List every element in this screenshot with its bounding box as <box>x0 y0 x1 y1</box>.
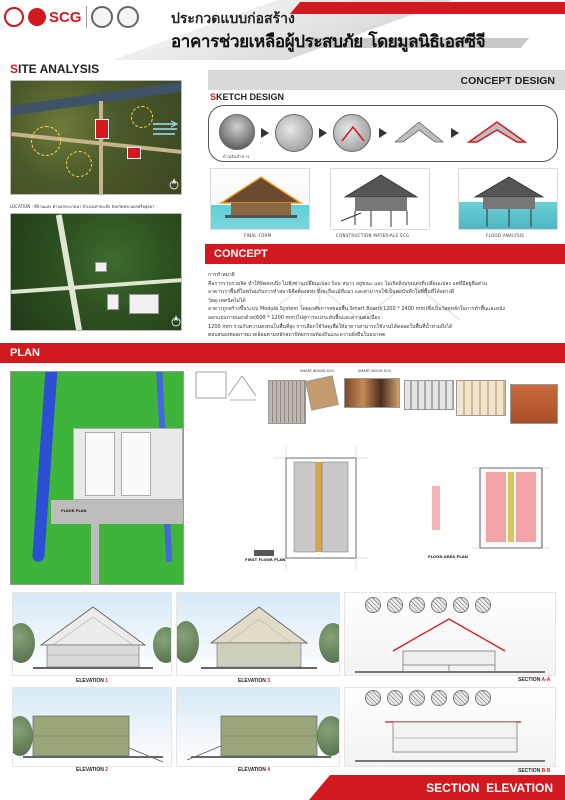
site-plan-label: FLOOR PLAN <box>61 509 87 513</box>
final-form-render <box>210 168 310 230</box>
layout-main-building <box>129 294 159 314</box>
roof-ridge-swatch <box>456 380 506 416</box>
location-caption: LOCATION : ที่บ้านแสง ตำบลสระบายนา อำเภอเท่าสะเทิง จังหวัดพระนครศรีอยุธยา <box>10 204 155 209</box>
concept-design-heading: CONCEPT DESIGN <box>460 75 555 87</box>
wood-plank-swatch <box>344 378 400 408</box>
first-floor-plan-label: FIRST FLOOR PLAN <box>245 557 286 562</box>
flood-area-plan-label: FLOOD AREA PLAN <box>428 554 468 559</box>
material-label-2: SMART WOOD SCG <box>358 369 392 373</box>
faculty-seal-icon <box>117 6 139 28</box>
elevation-3-render <box>176 592 340 676</box>
concept-line-4: วัสดุ-เทคนิคไม่ได้ <box>208 297 246 304</box>
scg-mark-icon <box>28 8 46 26</box>
footer-white-wedge <box>0 775 330 800</box>
north-arrow-icon <box>169 177 179 191</box>
concept-line-1: การทำสมาธิ <box>208 272 235 278</box>
concept-heading: CONCEPT <box>214 248 268 260</box>
smart-board-panel-swatch <box>268 380 306 424</box>
section-a-a-label <box>518 677 550 683</box>
layout-road-2 <box>11 278 182 294</box>
section-a-a-render <box>344 592 556 676</box>
materials-render <box>330 168 430 230</box>
roof-sheet-swatch <box>404 380 454 410</box>
concept-line-7: 1200 mm ร่วมกับความคงทนในพื้นที่สูง การเลือกใช้วัสดุเพื่อให้อาคารสามารถใช้งานได้ตลอดในพื้นที่น้ำท่วมถึงได้ <box>208 323 453 330</box>
sketch-step-2 <box>275 114 313 152</box>
north-arrow-icon-2 <box>171 314 181 328</box>
layout-small-building <box>95 262 107 272</box>
concept-line-5: อาคารถูกสร้างขึ้นระบบ Modula System โดยอาศัยการทยอยพื้น Smart Board(1200 * 2400 mm)ซึ่งเป็นวัสดุหลักในการทำพื้นและผนัง <box>208 306 505 313</box>
section-b-b-label <box>518 768 551 774</box>
elevation-1-label-text: ELEVATION <box>76 678 104 684</box>
plan-heading: PLAN <box>10 347 40 359</box>
roof-form-grey-icon <box>393 118 445 148</box>
roof-form-red-icon <box>467 118 527 148</box>
poster-title-line1: ประกวดแบบก่อสร้าง <box>171 11 295 27</box>
scg-logo-text: SCG <box>49 8 82 26</box>
sketch-arrow-4 <box>451 128 459 138</box>
site-zone-ring-2 <box>66 151 92 177</box>
university-seal-icon <box>91 6 113 28</box>
sketch-arrow-3 <box>379 128 387 138</box>
sketch-arrow-1 <box>261 128 269 138</box>
elevation-3-label <box>238 678 270 684</box>
construction-sketch <box>190 366 264 412</box>
concept-line-3: อาคารเราพื้นที่ในพร้อมกันการทำสมาธิคือต้องสงบ ซึ่งจะถือแม้ที่แมว และสามารถใช้เป็นพอบันทึกในที่พื้นที่ได้อย่างดี <box>208 289 455 296</box>
layout-site-render <box>10 213 182 331</box>
elevation-2-label-text: ELEVATION <box>76 767 104 773</box>
layout-road <box>56 214 82 331</box>
section-b-b-render <box>344 687 556 767</box>
site-river <box>10 80 182 117</box>
site-plot-marker <box>95 119 109 139</box>
plan-hall-1 <box>85 432 115 496</box>
elevation-4-label-text: ELEVATION <box>238 767 266 773</box>
materials-caption <box>336 233 409 238</box>
site-zone-ring-3 <box>131 106 153 128</box>
sketch-process-box <box>208 105 558 162</box>
sketch-step-3 <box>333 114 371 152</box>
materials-caption-text: CONSTRUCTION MATERIALS SCG <box>336 233 410 238</box>
plan-path <box>91 524 99 585</box>
concept-line-6: ออกแบบภายนอกด้วย(600 * 1200 mm)ไปสู่การแบ่งระดับพื้นและความต่อเนื่อง <box>208 314 380 321</box>
final-form-caption: FINAL FORM <box>244 233 272 238</box>
sketch-design-heading <box>210 92 284 102</box>
elevation-4-label <box>238 767 270 773</box>
section-b-b-number: B-B <box>541 768 551 774</box>
site-analysis-heading-rest: ITE ANALYSIS <box>18 62 100 76</box>
elevation-4-render <box>176 687 340 767</box>
foundation-logo-icon <box>4 7 24 27</box>
plan-canal <box>32 371 58 562</box>
plan-hall-2 <box>121 432 151 496</box>
footer-elevation-word: ELEVATION <box>486 781 553 795</box>
elevation-4-number: 4 <box>267 767 271 773</box>
sketch-design-heading-initial: S <box>210 92 217 102</box>
elevation-3-number: 3 <box>267 678 271 684</box>
poster-header <box>0 0 565 60</box>
elevation-2-number: 2 <box>105 767 109 773</box>
concept-text-block <box>208 271 560 340</box>
section-a-a-label-text: SECTION <box>518 677 541 683</box>
material-label-1: SMART BOARD SCG <box>300 369 335 373</box>
site-analysis-heading <box>10 62 99 76</box>
section-a-a-number: A-A <box>541 677 551 683</box>
layout-small-building-2 <box>107 294 119 310</box>
site-road-vertical <box>99 101 103 195</box>
material-photo-swatch <box>510 384 558 424</box>
site-zone-ring <box>31 126 61 156</box>
wind-arrows-icon <box>151 119 181 139</box>
footer-section-word: SECTION <box>426 781 480 795</box>
sketch-monk-photo <box>219 114 255 150</box>
concept-line-2: คือการรวบรวมจิต ทำให้จิตสงบนิ่ง ไม่ฟุ้งซ่านเปลี่ยนแปลง ร้อน หนาว อยู่ขณะ และ ไม่เกิดสิ่งปรุงแต่งที่เปลี่ยนแปลง แต่ที่มีอยู่คือส่วน <box>208 280 488 287</box>
elevation-2-render <box>12 687 172 767</box>
scg-logo <box>28 8 82 26</box>
flood-caption: FLOOD ANALYSIS <box>486 233 525 238</box>
site-analysis-heading-initial: S <box>10 62 19 76</box>
footer-heading <box>426 781 553 795</box>
site-floor-plan <box>10 371 184 585</box>
elevation-2-label <box>76 767 108 773</box>
site-plot-marker-2 <box>127 147 141 159</box>
poster-title-line2: อาคารช่วยเหลือผู้ประสบภัย โดยมูลนิธิเอสซีจี <box>171 32 486 52</box>
logo-row <box>4 6 139 28</box>
section-b-b-label-text: SECTION <box>518 768 541 774</box>
header-red-stripe <box>290 2 565 14</box>
site-aerial-photo <box>10 80 182 195</box>
elevation-1-render <box>12 592 172 676</box>
elevation-1-label <box>76 678 108 684</box>
concept-line-8: ตอบสนองต่อสภาพแวดล้อมตามหลักสถาปัตยกรรมท้องถิ่นและความยั่งยืนในอนาคต <box>208 332 386 339</box>
sketch-caption: บ้านริมลำธาร <box>223 154 250 159</box>
elevation-3-label-text: ELEVATION <box>238 678 266 684</box>
logo-divider <box>86 6 87 28</box>
elevation-1-number: 1 <box>105 678 109 684</box>
sketch-arrow-2 <box>319 128 327 138</box>
sketch-design-heading-rest: KETCH DESIGN <box>216 92 285 102</box>
flood-analysis-render <box>458 168 558 230</box>
smart-wood-swatch <box>305 375 339 410</box>
